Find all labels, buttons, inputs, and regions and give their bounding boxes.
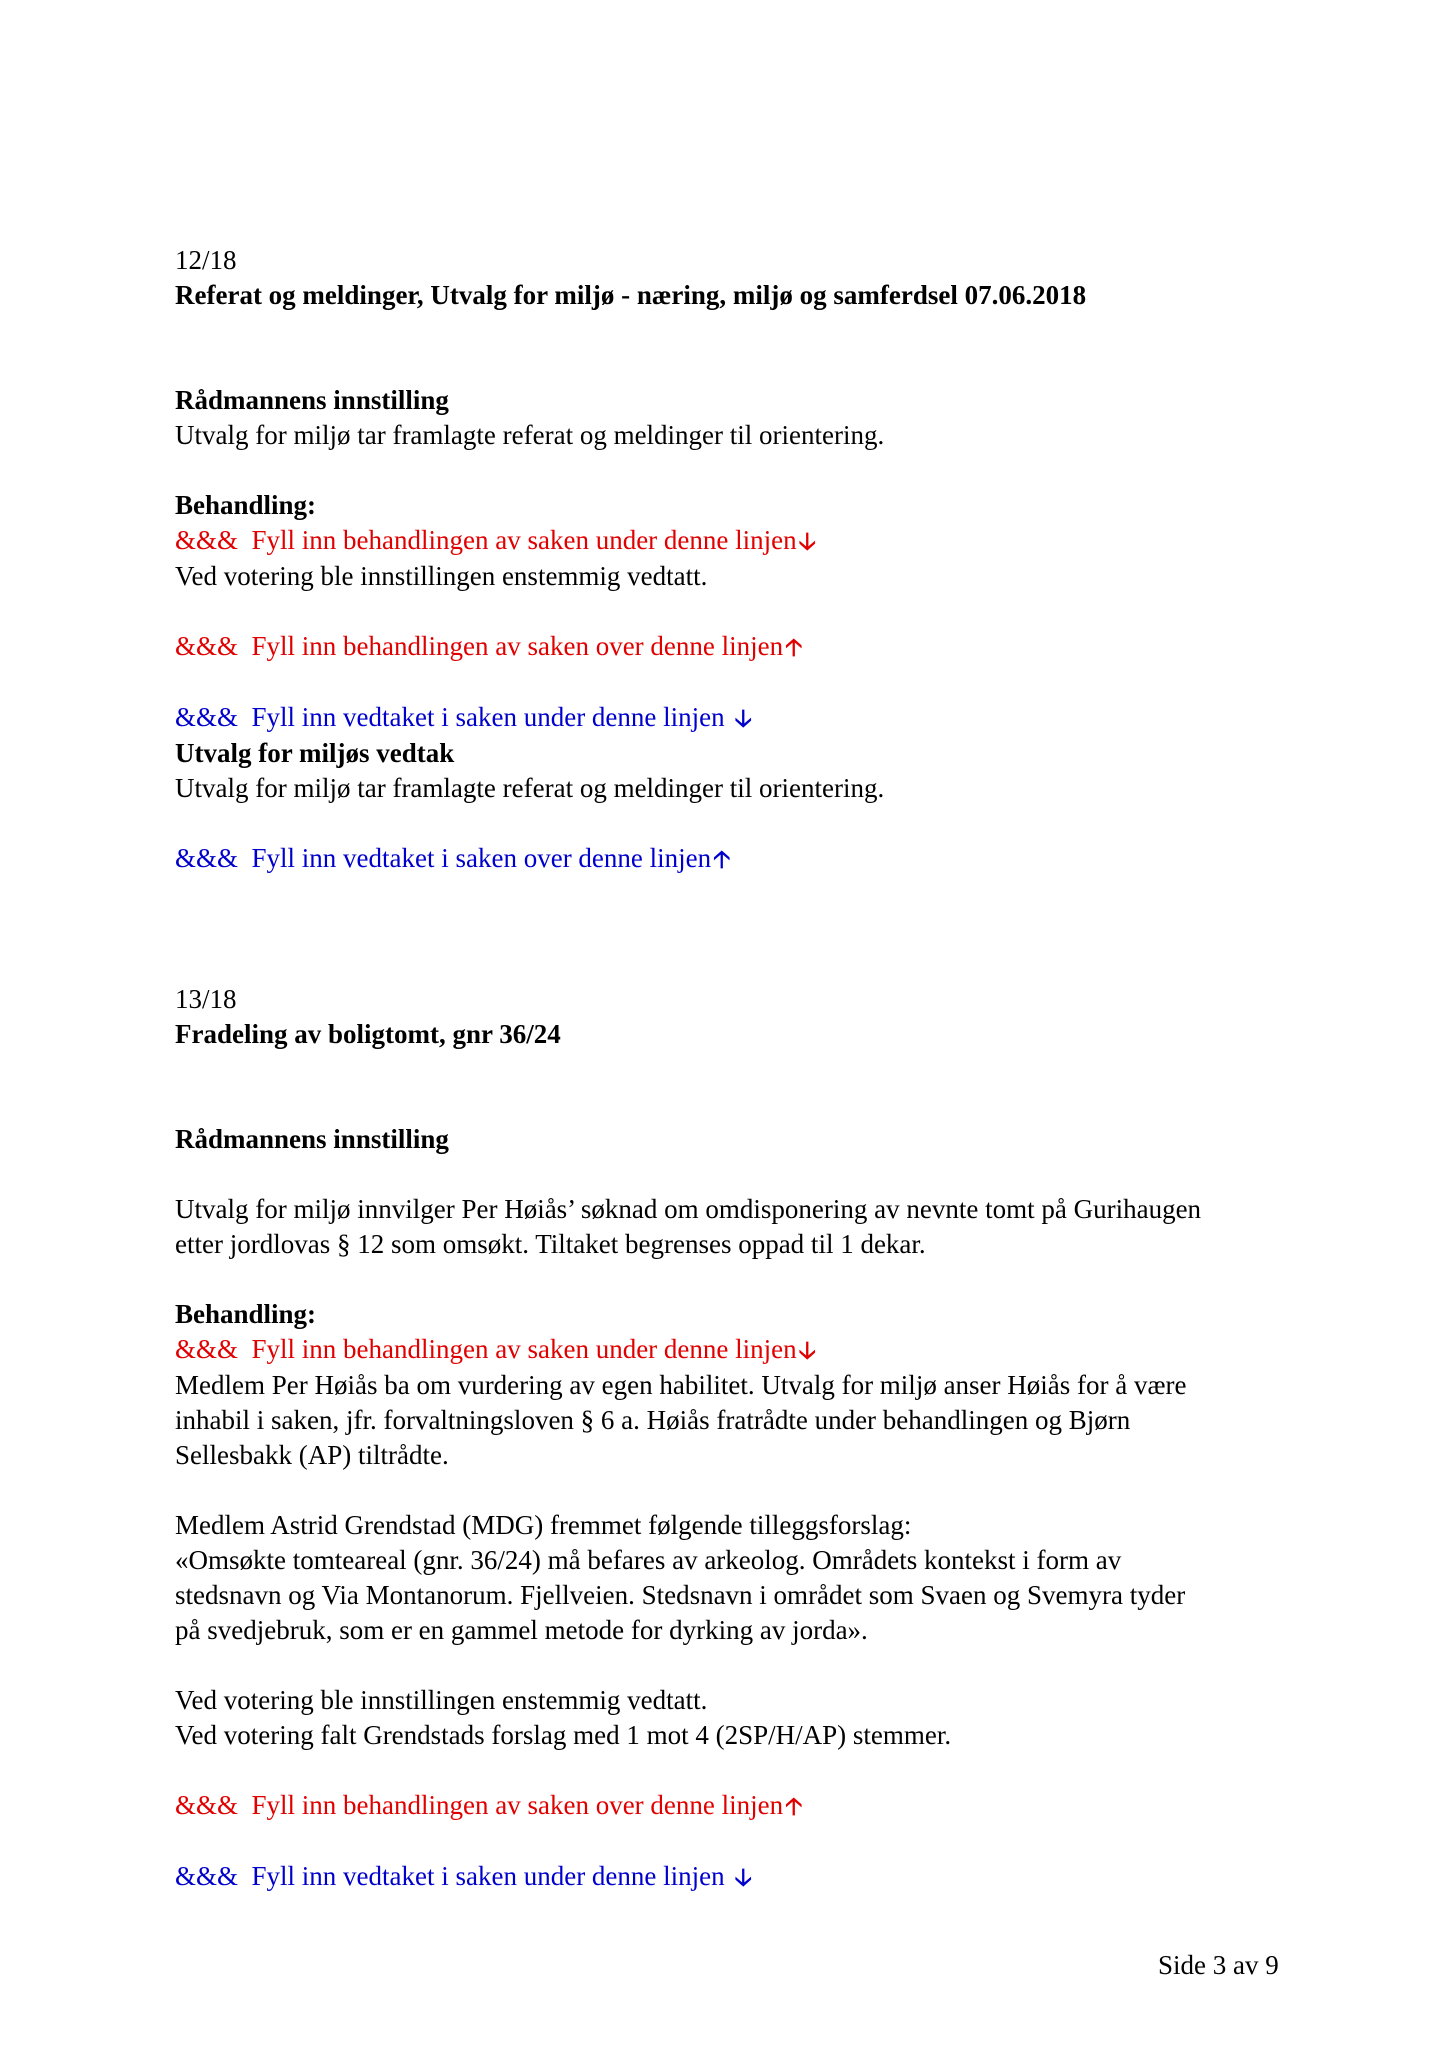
arrow-up-icon: 🡡	[785, 633, 803, 661]
treatment-line: på svedjebruk, som er en gammel metode for dyrking av jorda».	[175, 1615, 868, 1645]
recommendation-line: Utvalg for miljø innvilger Per Høiås’ søknad om omdisponering av nevnte tomt på Gurihaugen	[175, 1194, 1202, 1224]
decision-text: Utvalg for miljø tar framlagte referat og meldinger til orientering.	[175, 773, 885, 803]
treatment-heading: Behandling:	[175, 1299, 317, 1329]
treatment-line: stedsnavn og Via Montanorum. Fjellveien. Stedsnavn i området som Svaen og Svemyra tyder	[175, 1580, 1186, 1610]
document-page	[175, 243, 1305, 1895]
decision-heading: Utvalg for miljøs vedtak	[175, 738, 455, 768]
treatment-line: Ved votering falt Grendstads forslag med 1 mot 4 (2SP/H/AP) stemmer.	[175, 1720, 952, 1750]
treatment-start-marker	[175, 1332, 1305, 1368]
treatment-line: inhabil i saken, jfr. forvaltningsloven § 6 a. Høiås fratrådte under behandlingen og Bjørn	[175, 1405, 1131, 1435]
case-number: 13/18	[175, 984, 237, 1014]
recommendation-heading: Rådmannens innstilling	[175, 1124, 449, 1154]
treatment-start-marker	[175, 523, 1305, 559]
treatment-end-marker	[175, 629, 1305, 665]
treatment-heading: Behandling:	[175, 490, 317, 520]
marker-text: &&& Fyll inn vedtaket i saken under denne linjen	[175, 1861, 725, 1891]
treatment-line: Medlem Astrid Grendstad (MDG) fremmet følgende tilleggsforslag:	[175, 1510, 912, 1540]
decision-end-marker	[175, 841, 1305, 877]
case-title: Fradeling av boligtomt, gnr 36/24	[175, 1019, 561, 1049]
decision-start-marker	[175, 700, 1305, 736]
case-12-18	[175, 243, 1305, 877]
marker-text: &&& Fyll inn vedtaket i saken under denne linjen	[175, 702, 725, 732]
treatment-line: «Omsøkte tomteareal (gnr. 36/24) må befares av arkeolog. Områdets kontekst i form av	[175, 1545, 1122, 1575]
recommendation-heading: Rådmannens innstilling	[175, 385, 449, 415]
treatment-line: Medlem Per Høiås ba om vurdering av egen habilitet. Utvalg for miljø anser Høiås for å være	[175, 1370, 1187, 1400]
decision-start-marker	[175, 1859, 1305, 1895]
arrow-down-icon: 🡣	[798, 1336, 816, 1364]
case-13-18	[175, 982, 1305, 1895]
marker-text: &&& Fyll inn behandlingen av saken under denne linjen	[175, 1334, 797, 1364]
arrow-up-icon: 🡡	[713, 845, 731, 873]
case-title: Referat og meldinger, Utvalg for miljø - næring, miljø og samferdsel 07.06.2018	[175, 280, 1087, 310]
marker-text: &&& Fyll inn behandlingen av saken under denne linjen	[175, 525, 797, 555]
treatment-text: Ved votering ble innstillingen enstemmig vedtatt.	[175, 561, 708, 591]
treatment-end-marker	[175, 1788, 1305, 1824]
marker-text: &&& Fyll inn behandlingen av saken over denne linjen	[175, 631, 784, 661]
page-number: Side 3 av 9	[1158, 1950, 1279, 1980]
arrow-up-icon: 🡡	[785, 1792, 803, 1820]
recommendation-line: etter jordlovas § 12 som omsøkt. Tiltaket begrenses oppad til 1 dekar.	[175, 1229, 926, 1259]
case-number: 12/18	[175, 245, 237, 275]
treatment-line: Sellesbakk (AP) tiltrådte.	[175, 1440, 449, 1470]
arrow-down-icon: 🡣	[798, 527, 816, 555]
marker-text: &&& Fyll inn behandlingen av saken over denne linjen	[175, 1790, 784, 1820]
arrow-down-icon: 🡣	[734, 1863, 752, 1891]
marker-text: &&& Fyll inn vedtaket i saken over denne linjen	[175, 843, 712, 873]
arrow-down-icon: 🡣	[734, 704, 752, 732]
treatment-line: Ved votering ble innstillingen enstemmig vedtatt.	[175, 1685, 708, 1715]
recommendation-text: Utvalg for miljø tar framlagte referat og meldinger til orientering.	[175, 420, 885, 450]
